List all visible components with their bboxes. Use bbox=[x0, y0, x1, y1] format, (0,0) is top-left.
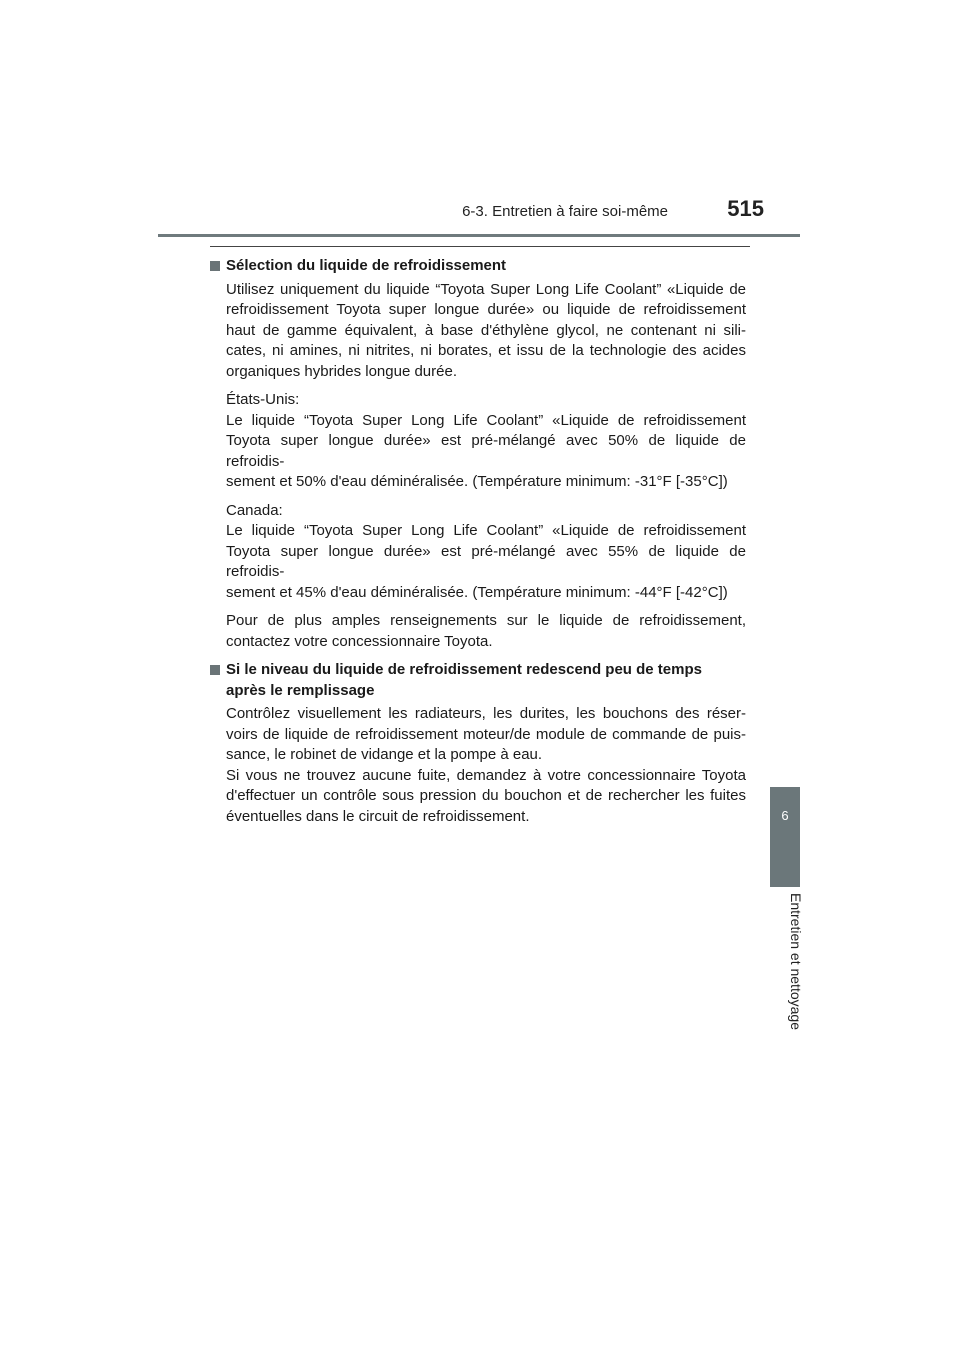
section-block bbox=[210, 660, 746, 827]
text-line: Toyota super longue durée» est pré-mélangé avec 55% de liquide de refroidis- bbox=[226, 542, 746, 580]
text-line: sance, le robinet de vidange et la pompe à eau. bbox=[226, 746, 543, 763]
chapter-tab-number: 6 bbox=[781, 808, 789, 823]
text-line: Si vous ne trouvez aucune fuite, demandez à votre concessionnaire Toyota bbox=[226, 766, 746, 784]
text-line: Utilisez uniquement du liquide “Toyota Super Long Life Coolant” «Liquide de bbox=[226, 280, 746, 298]
text-line: Pour de plus amples renseignements sur le liquide de refroidissement, bbox=[226, 612, 746, 629]
section-title-text: Sélection du liquide de refroidissement bbox=[226, 257, 507, 274]
text-line: organiques hybrides longue durée. bbox=[226, 362, 457, 380]
section-block bbox=[210, 256, 746, 652]
section-title bbox=[210, 256, 746, 277]
square-bullet-icon bbox=[210, 261, 220, 271]
text-line: sement et 50% d'eau déminéralisée. (Température minimum: -31°F [-35°C]) bbox=[226, 473, 728, 490]
header-rule bbox=[158, 234, 800, 237]
section-title-text: Si le niveau du liquide de refroidissement redescend peu de temps après le remplissage bbox=[226, 661, 702, 699]
text-line: États-Unis: bbox=[226, 391, 300, 408]
text-line: sement et 45% d'eau déminéralisée. (Température minimum: -44°F [-42°C]) bbox=[226, 583, 728, 601]
text-line: voirs de liquide de refroidissement moteur/de module de commande de puis- bbox=[226, 725, 746, 743]
page-number: 515 bbox=[727, 196, 764, 221]
section-title bbox=[210, 660, 746, 701]
square-bullet-icon bbox=[210, 665, 220, 675]
page-content bbox=[210, 256, 746, 835]
paragraph bbox=[226, 280, 746, 383]
paragraph bbox=[226, 704, 746, 827]
text-line: Le liquide “Toyota Super Long Life Coolant” «Liquide de refroidissement bbox=[226, 411, 746, 429]
text-line: éventuelles dans le circuit de refroidissement. bbox=[226, 807, 530, 825]
text-line: Canada: bbox=[226, 501, 283, 519]
text-line: refroidissement Toyota super longue durée» ou liquide de refroidissement bbox=[226, 301, 746, 318]
text-line: Contrôlez visuellement les radiateurs, les durites, les bouchons des réser- bbox=[226, 705, 746, 722]
text-line: haut de gamme équivalent, à base d'éthylène glycol, ne contenant ni sili- bbox=[226, 321, 746, 339]
text-line: Le liquide “Toyota Super Long Life Coolant” «Liquide de refroidissement bbox=[226, 522, 746, 539]
content-top-rule bbox=[210, 246, 750, 247]
paragraph bbox=[226, 501, 746, 604]
paragraph bbox=[226, 390, 746, 493]
text-line: contactez votre concessionnaire Toyota. bbox=[226, 632, 493, 650]
chapter-tab-label: Entretien et nettoyage bbox=[788, 893, 804, 1030]
paragraph bbox=[226, 611, 746, 652]
chapter-tab bbox=[770, 787, 800, 887]
text-line: Toyota super longue durée» est pré-mélangé avec 50% de liquide de refroidis- bbox=[226, 432, 746, 470]
running-header-section: 6-3. Entretien à faire soi-même bbox=[462, 203, 668, 220]
text-line: cates, ni amines, ni nitrites, ni borates, et issu de la technologie des acides bbox=[226, 342, 746, 359]
text-line: d'effectuer un contrôle sous pression du bouchon et de rechercher les fuites bbox=[226, 787, 746, 804]
